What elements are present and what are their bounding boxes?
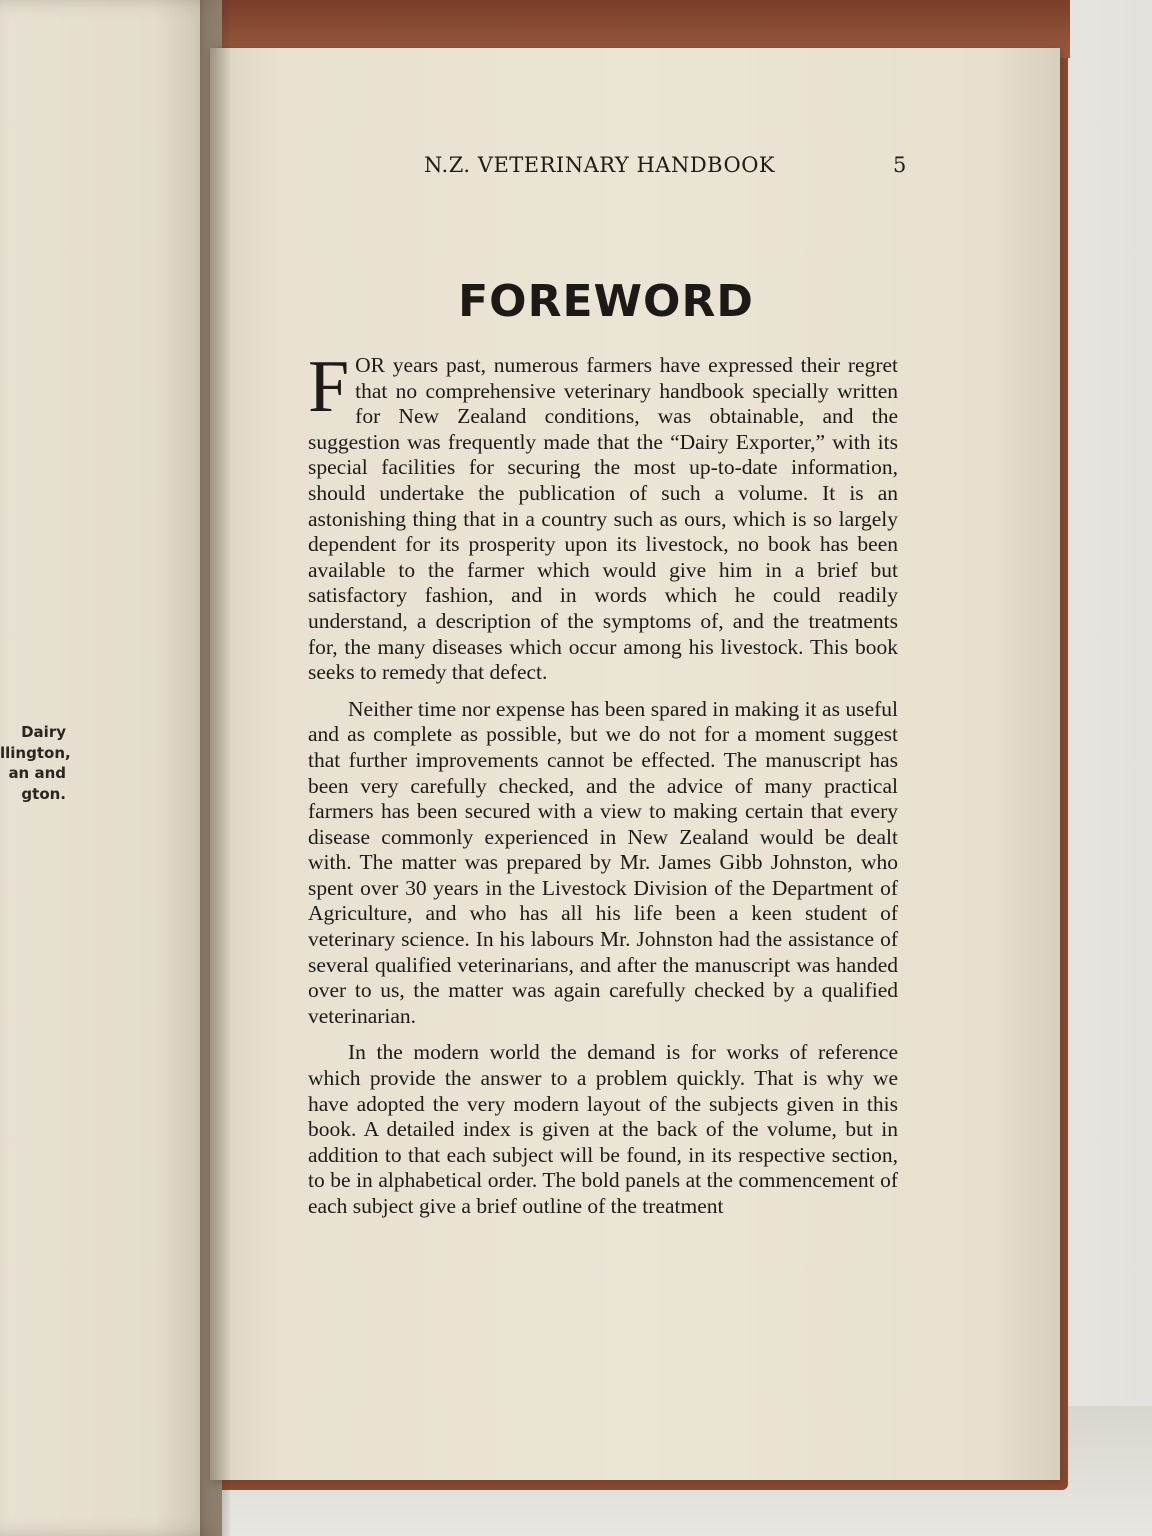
right-page — [210, 48, 1060, 1480]
paragraph-1-text: OR years past, numerous farmers have expressed their regret that no comprehensive veterinary handbook specially written for New Zealand conditions, was obtainable, and the suggestion was frequently made that the “Dairy Exporter,” with its special facilities for securing the most up-to-date information, should undertake the publication of such a volume. It is an astonishing thing that in a country such as ours, which is so largely dependent for its prosperity upon its livestock, no book has been available to the farmer which would give him in a brief but satisfactory fashion, and in words which he could readily understand, a description of the symptoms of, and the treatments for, the many diseases which occur among his livestock. This book seeks to remedy that defect. — [308, 353, 898, 685]
gutter-shadow — [200, 0, 230, 1536]
running-head: N.Z. VETERINARY HANDBOOK — [424, 153, 776, 177]
left-fragment-line: an and — [8, 764, 66, 782]
left-fragment-line: llington, — [0, 743, 71, 762]
left-fragment-line: Dairy — [21, 723, 66, 741]
left-fragment-line: gton. — [21, 784, 66, 803]
left-page — [0, 0, 222, 1536]
page-number: 5 — [893, 153, 907, 177]
page-title: FOREWORD — [458, 276, 754, 327]
paragraph-2: Neither time nor expense has been spared in making it as useful and as complete as possible, but we do not for a moment suggest that further improvements cannot be effected. The manuscript has been very carefully checked, and the advice of many practical farmers has been secured with a view to making certain that every disease commonly experienced in New Zealand would be dealt with. The matter was prepared by Mr. James Gibb Johnston, who spent over 30 years in the Livestock Division of the Department of Agriculture, and who has all his life been a keen student of veterinary science. In his labours Mr. Johnston had the assistance of several qualified veterinarians, and after the manuscript was handed over to us, the matter was again carefully checked by a qualified veterinarian. — [308, 696, 898, 1028]
foreword-body — [308, 346, 898, 1231]
drop-cap: F — [308, 346, 350, 428]
left-page-text-fragment — [0, 722, 71, 804]
paragraph-3: In the modern world the demand is for works of reference which provide the answer to a problem quickly. That is why we have adopted the very modern layout of the subjects given in this book. A detailed index is given at the back of the volume, but in addition to that each subject will be found, in its respective section, to be in alphabetical order. The bold panels at the commencement of each subject give a brief outline of the treatment — [308, 1040, 898, 1218]
paragraph-1 — [308, 346, 898, 686]
